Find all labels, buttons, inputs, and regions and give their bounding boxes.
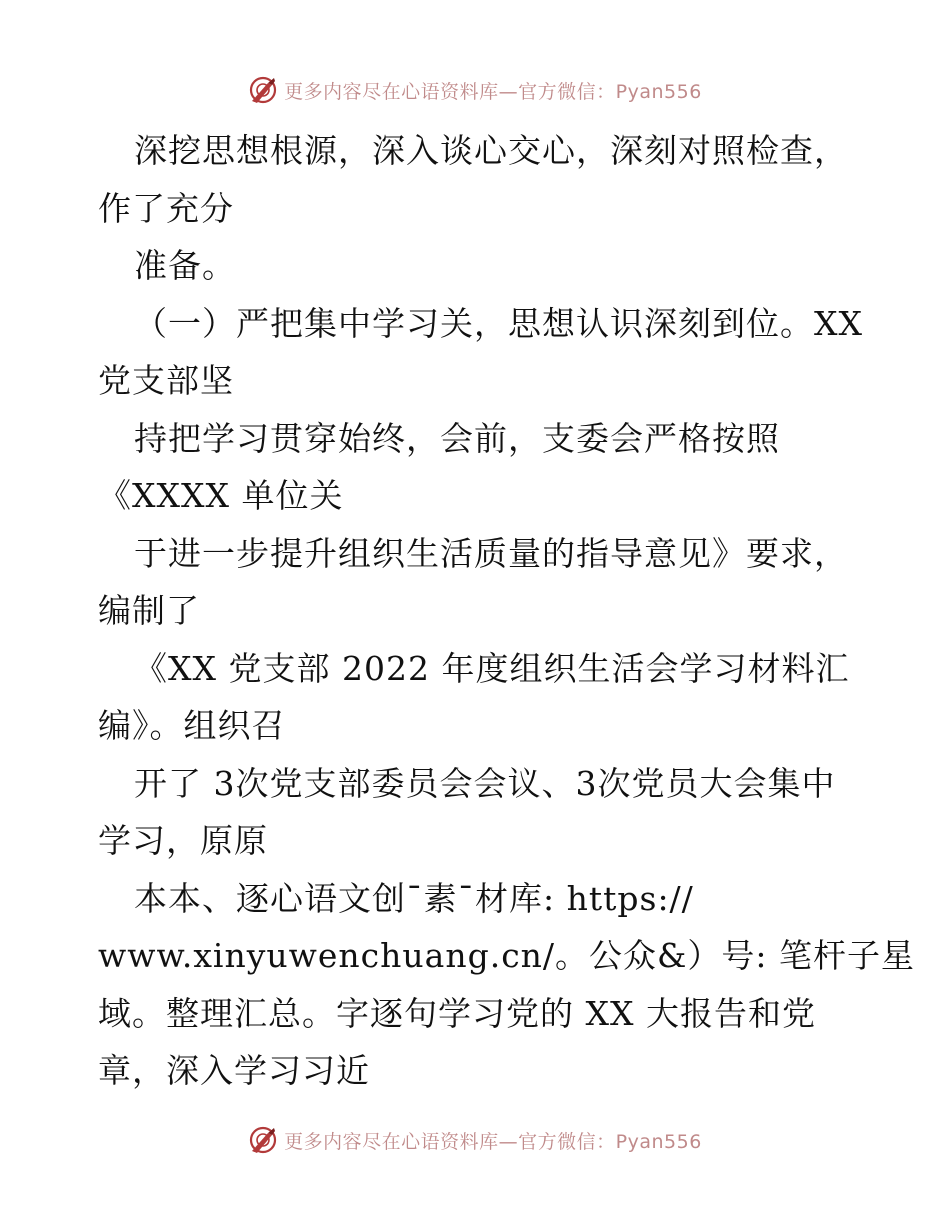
- text-line: （一）严把集中学习关，思想认识深刻到位。XX: [134, 303, 863, 343]
- pen-logo-icon: [248, 75, 278, 105]
- text-line: 开了 3次党支部委员会会议、3次党员大会集中: [134, 763, 836, 803]
- text-line: 编》。组织召: [98, 706, 286, 745]
- text-line: 作了充分: [98, 188, 234, 228]
- header-banner-text: 更多内容尽在心语资料库—官方微信：Pyan556: [284, 80, 702, 103]
- text-line: 《XXXX 单位关: [98, 476, 344, 515]
- text-line: 于进一步提升组织生活质量的指导意见》要求，: [134, 533, 848, 573]
- text-line: 《XX 党支部 2022 年度组织生活会学习材料汇: [134, 648, 850, 688]
- footer-banner: [0, 1120, 950, 1160]
- text-line: 准备。: [134, 246, 236, 285]
- header-banner: [0, 70, 950, 110]
- text-line: 党支部坚: [98, 361, 234, 400]
- text-line: 章，深入学习习近: [98, 1051, 370, 1090]
- text-line: 本本、逐心语文创¯素¯材库: https://: [134, 878, 694, 918]
- text-line: 域。整理汇总。字逐句学习党的 XX 大报告和党: [98, 993, 816, 1033]
- text-line: 深挖思想根源，深入谈心交心，深刻对照检查，: [134, 131, 848, 170]
- document-body: [98, 122, 916, 1100]
- pen-logo-icon: [248, 1125, 278, 1155]
- footer-banner-text: 更多内容尽在心语资料库—官方微信：Pyan556: [284, 1130, 702, 1153]
- text-line: 学习，原原: [98, 821, 268, 860]
- text-line: 持把学习贯穿始终，会前，支委会严格按照: [134, 418, 780, 458]
- text-line: www.xinyuwenchuang.cn/。公众&）号: 笔杆子星: [98, 936, 916, 975]
- text-line: 编制了: [98, 591, 200, 630]
